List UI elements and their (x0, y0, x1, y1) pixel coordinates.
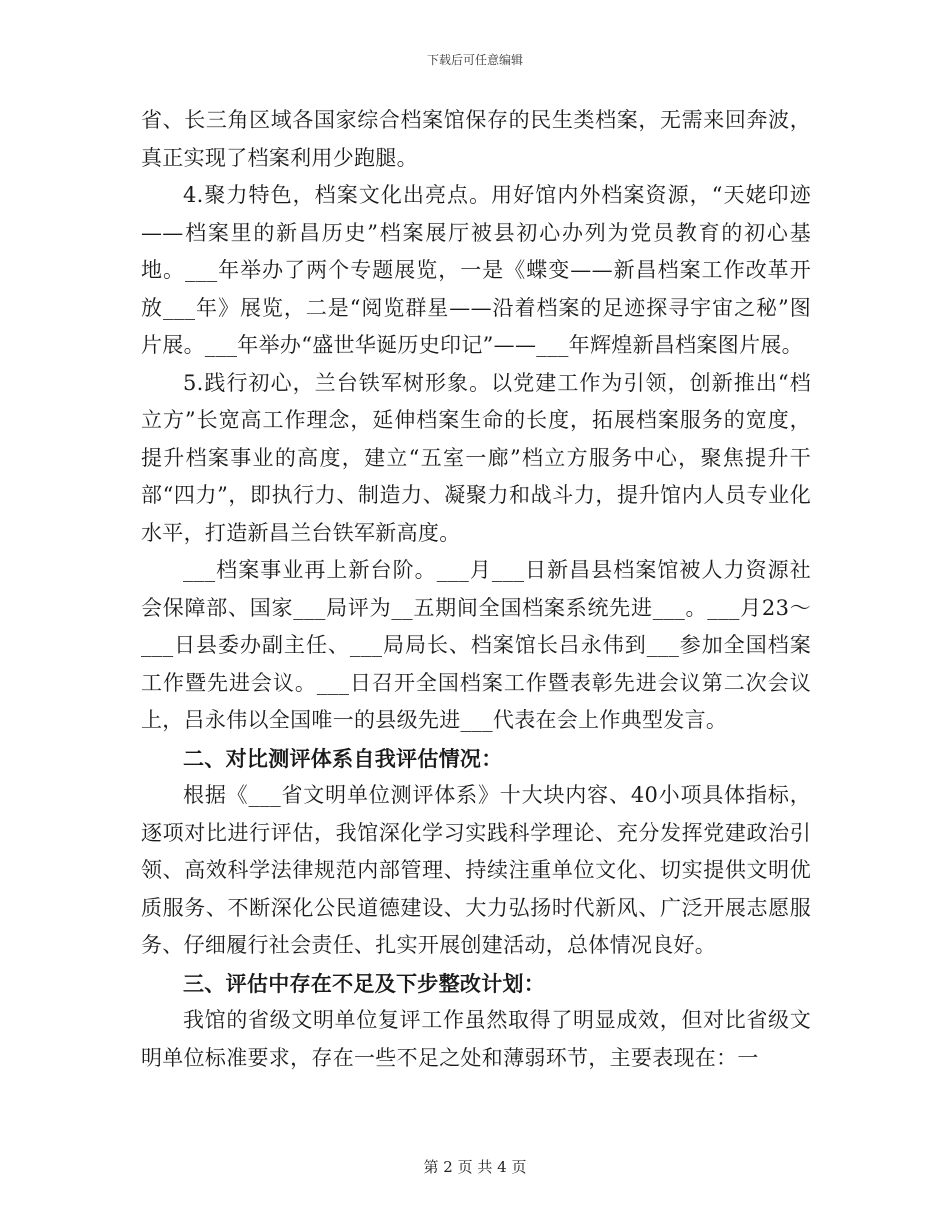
section-heading-2: 二、对比测评体系自我评估情况： (183, 745, 503, 771)
page-number: 第 2 页 共 4 页 (423, 1158, 527, 1176)
section-heading-3: 三、评估中存在不足及下步整改计划： (183, 970, 546, 996)
page-header (0, 52, 950, 68)
paragraph-achievements: ___档案事业再上新台阶。___月___日新昌县档案馆被人力资源社会保障部、国家___局评为__五期间全国档案系统先进___。___月23～___日县委办副主任、___局局长、档案馆长吕永伟到___参加全国档案工作暨先进会议。___日召开全国档案工作暨表彰先进会议第二次会议上，吕永伟以全国唯一的县级先进___代表在会上作典型发言。 (141, 558, 811, 732)
paragraph-self-assessment: 根据《___省文明单位测评体系》十大块内容、40小项具体指标，逐项对比进行评估，我馆深化学习实践科学理论、充分发挥党建政治引领、高效科学法律规范内部管理、持续注重单位文化、切实提供文明优质服务、不断深化公民道德建设、大力弘扬时代新风、广泛开展志愿服务、仔细履行社会责任、扎实开展创建活动，总体情况良好。 (141, 783, 811, 957)
paragraph-item-5: 5.践行初心，兰台铁军树形象。以党建工作为引领，创新推出“档立方”长宽高工作理念，延伸档案生命的长度，拓展档案服务的宽度，提升档案事业的高度，建立“五室一廊”档立方服务中心，聚焦提升干部“四力”，即执行力、制造力、凝聚力和战斗力，提升馆内人员专业化水平，打造新昌兰台铁军新高度。 (141, 370, 811, 545)
header-note: 下载后可任意编辑 (426, 53, 523, 67)
paragraph-shortcomings: 我馆的省级文明单位复评工作虽然取得了明显成效，但对比省级文明单位标准要求，存在一些不足之处和薄弱环节，主要表现在：一 (141, 1008, 811, 1070)
page-footer (0, 1157, 950, 1177)
document-body (141, 102, 811, 1077)
paragraph-item-4: 4.聚力特色，档案文化出亮点。用好馆内外档案资源，“天姥印迹——档案里的新昌历史”档案展厅被县初心办列为党员教育的初心基地。___年举办了两个专题展览，一是《蝶变——新昌档案工作改革开放___年》展览，二是“阅览群星——沿着档案的足迹探寻宇宙之秘”图片展。___年举办“盛世华诞历史印记”——___年辉煌新昌档案图片展。 (141, 183, 811, 357)
paragraph-continuation: 省、长三角区域各国家综合档案馆保存的民生类档案，无需来回奔波，真正实现了档案利用少跑腿。 (141, 108, 811, 170)
